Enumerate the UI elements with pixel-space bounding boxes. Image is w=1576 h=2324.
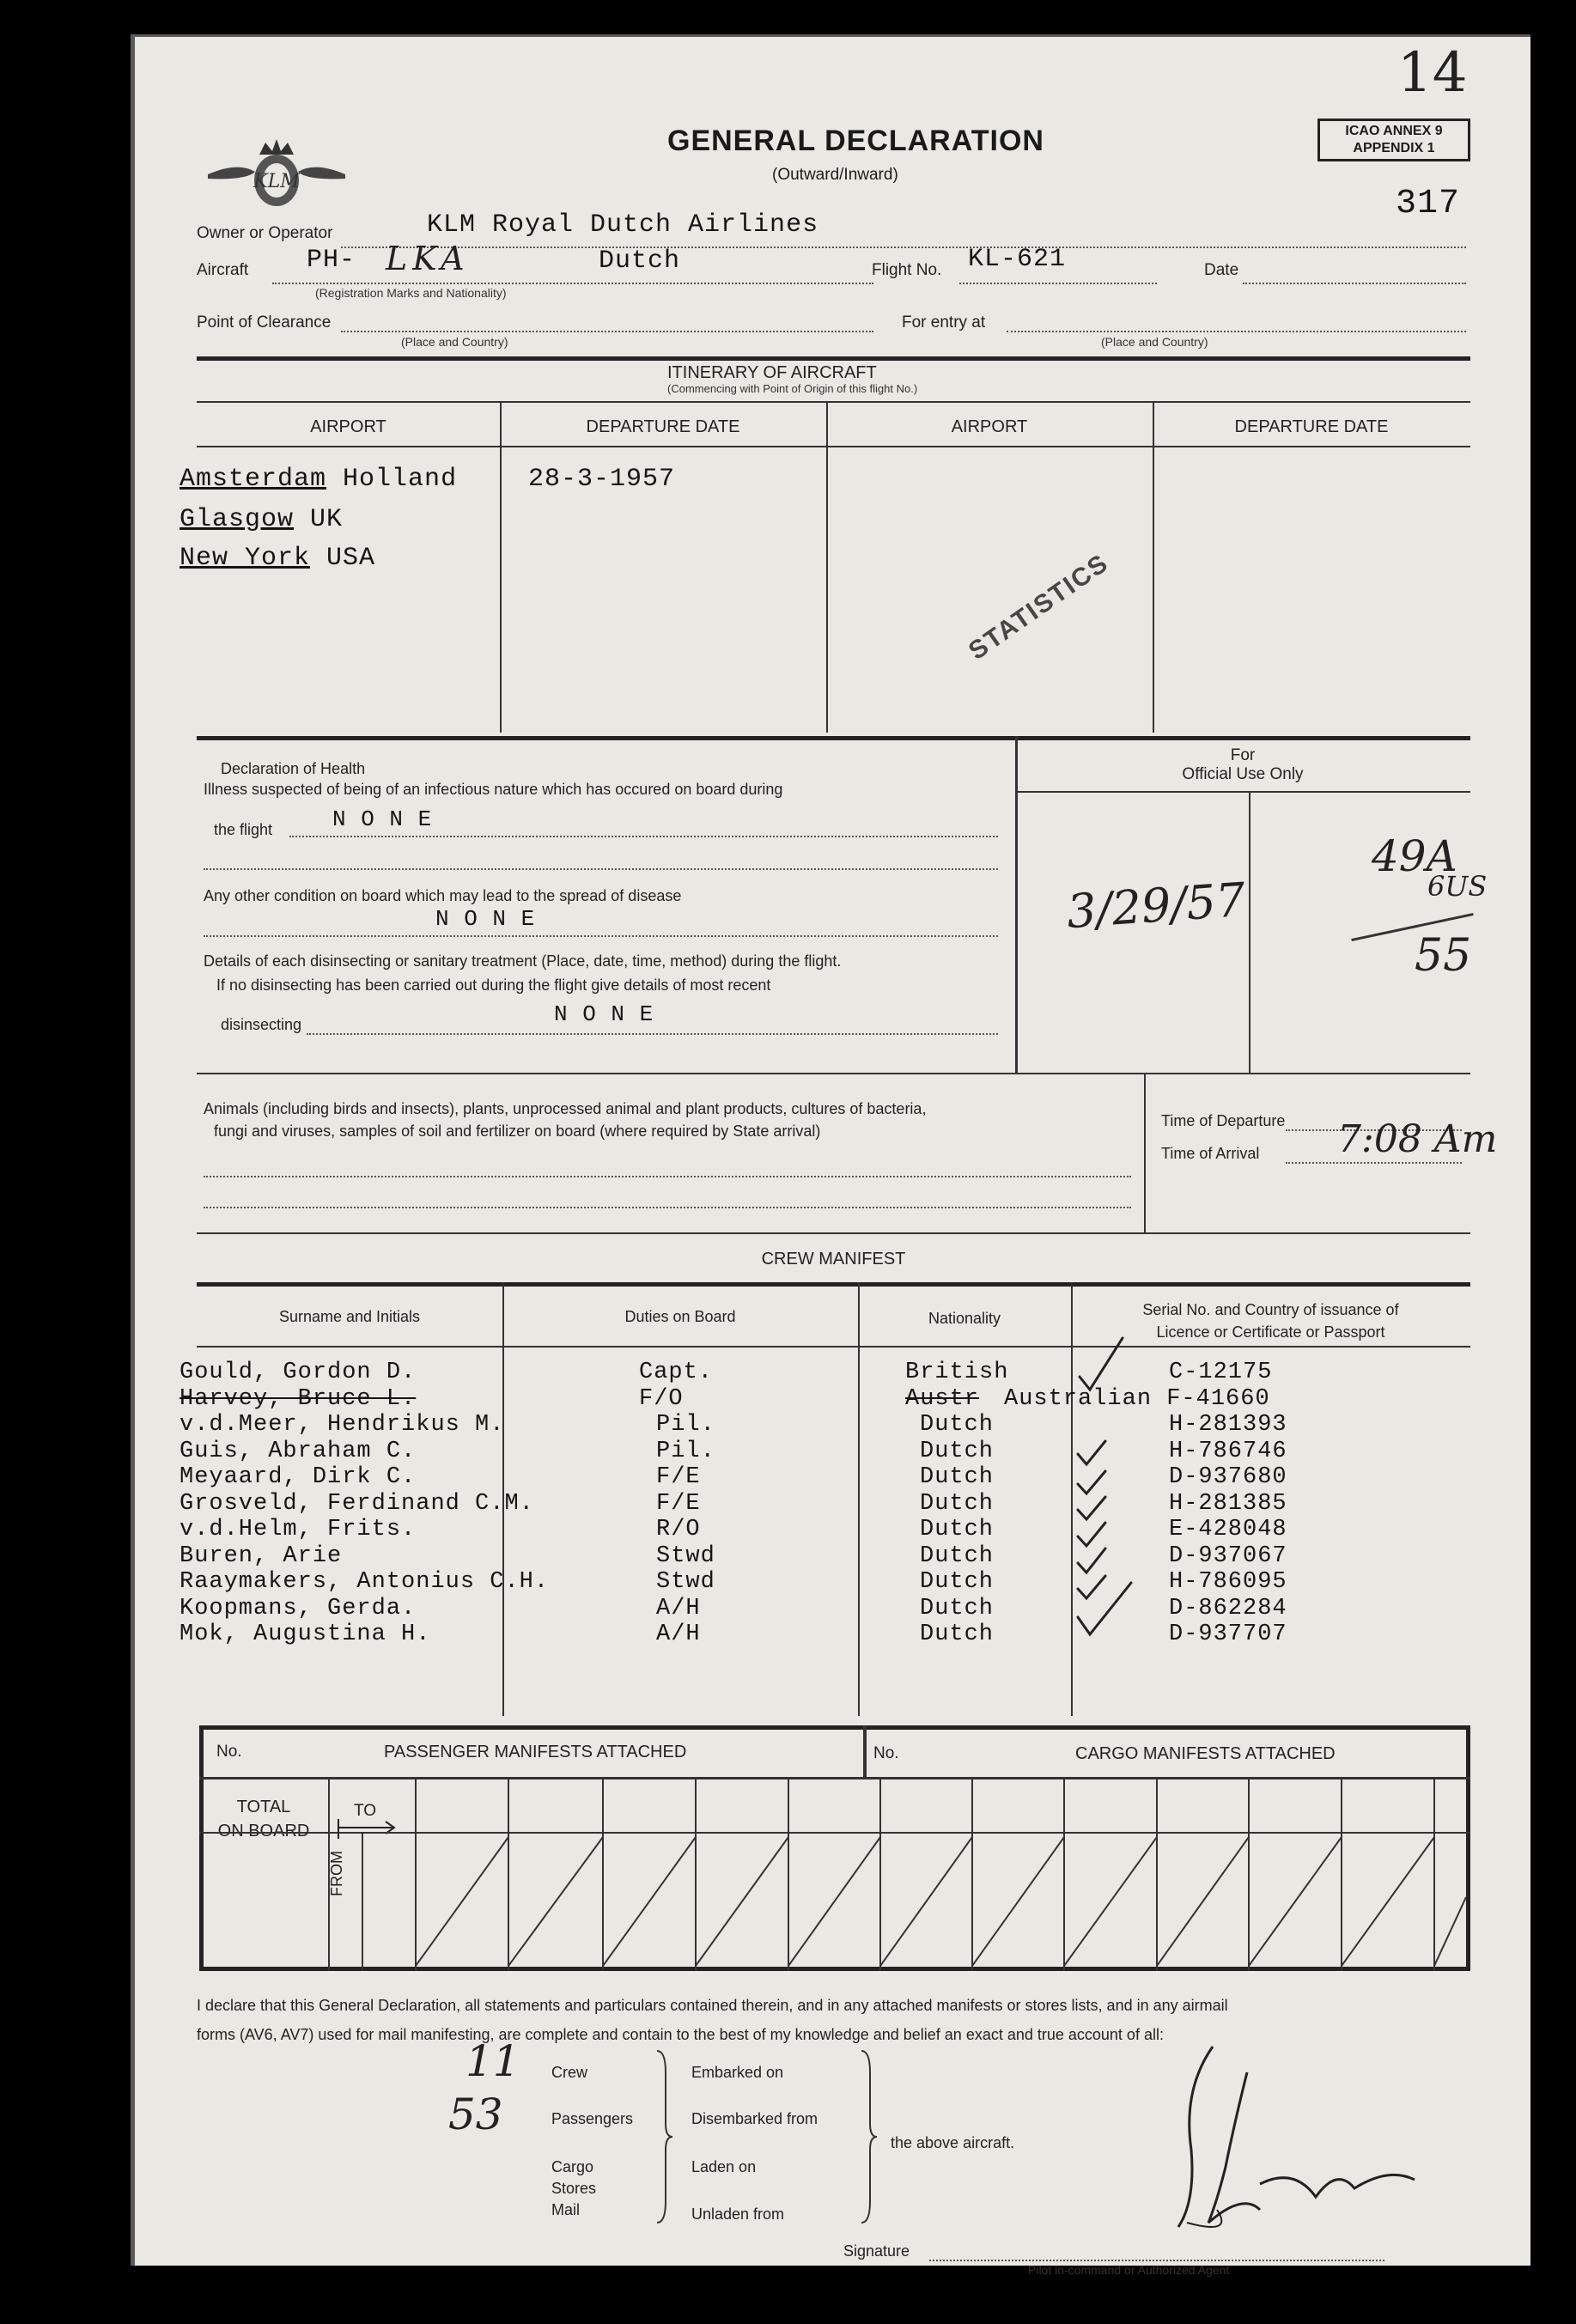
itin-date-1: 28-3-1957 [528, 465, 676, 494]
itin-row-2 [180, 505, 343, 534]
health-disinsect-text-2: If no disinsecting has been carried out during the flight give details of most recent [216, 976, 771, 994]
passenger-manifests-label: PASSENGER MANIFESTS ATTACHED [384, 1743, 687, 1761]
crew-serial: C-12175 [1169, 1360, 1273, 1385]
itin-place: Glasgow [180, 505, 295, 534]
svg-text:KLM: KLM [253, 171, 300, 192]
crew-serial: D-937707 [1169, 1621, 1287, 1647]
cargo-manifests-label: CARGO MANIFESTS ATTACHED [1075, 1744, 1336, 1763]
crew-nationality: British [905, 1360, 1009, 1385]
decl-crew-label: Crew [551, 2064, 588, 2081]
form-subtitle: (Outward/Inward) [772, 166, 898, 184]
itin-place: New York [180, 544, 311, 573]
itin-col-airport-2: AIRPORT [951, 417, 1028, 436]
crew-title: CREW MANIFEST [761, 1250, 906, 1268]
crew-nationality: Dutch [920, 1569, 995, 1595]
crew-duty: R/O [656, 1517, 701, 1542]
itin-country: Holland [343, 465, 458, 494]
crew-name: v.d.Meer, Hendrikus M. [180, 1412, 505, 1438]
crew-duty: F/E [656, 1464, 701, 1490]
owner-label: Owner or Operator [197, 224, 333, 242]
date-label: Date [1204, 261, 1239, 279]
animals-text-1: Animals (including birds and insects), plants, unprocessed animal and plant products, cultures of bacteria, [204, 1100, 927, 1117]
crew-duty: Pil. [656, 1412, 715, 1438]
decl-mail-label: Mail [551, 2201, 581, 2218]
clearance-place-label: (Place and Country) [401, 335, 508, 349]
health-flight-label: the flight [214, 821, 273, 838]
crew-nationality: Dutch [920, 1621, 995, 1647]
health-disinsect-label: disinsecting [221, 1016, 302, 1033]
itin-row-3 [180, 544, 375, 573]
aircraft-label: Aircraft [197, 261, 249, 279]
crew-row [180, 1517, 1502, 1543]
health-illness-text: Illness suspected of being of an infectious nature which has occured on board during [204, 781, 783, 798]
aircraft-registration: PH- [307, 246, 356, 275]
crew-name: Buren, Arie [180, 1543, 343, 1569]
health-disinsect-text-1: Details of each disinsecting or sanitary treatment (Place, date, time, method) during the flight. [204, 952, 842, 970]
itin-col-departure-1: DEPARTURE DATE [586, 417, 740, 436]
annex-line-1: ICAO ANNEX 9 [1345, 124, 1443, 138]
crew-col-name: Surname and Initials [278, 1308, 421, 1325]
itin-place: Amsterdam [180, 465, 327, 494]
itin-country: UK [310, 505, 344, 534]
crew-duty: Capt. [639, 1360, 714, 1385]
crew-row [180, 1464, 1502, 1491]
annex-box [1317, 119, 1470, 161]
crew-row [180, 1439, 1502, 1465]
crew-serial: E-428048 [1169, 1517, 1287, 1542]
crew-nationality: Dutch [920, 1412, 995, 1438]
total-on-board-1: TOTAL [236, 1798, 291, 1816]
crew-nationality: Austr [905, 1386, 980, 1412]
time-arrival-value: 7:08 Am [1337, 1117, 1498, 1161]
official-count-2: 6US [1427, 870, 1488, 903]
decl-unladen: Unladen from [691, 2205, 785, 2223]
crew-col-duties: Duties on Board [624, 1308, 736, 1325]
official-title-2: Official Use Only [1182, 765, 1304, 783]
crew-row [180, 1596, 1502, 1622]
pilot-signature [1165, 2038, 1449, 2244]
crew-name: Meyaard, Dirk C. [180, 1464, 417, 1490]
passenger-manifests-no-label: No. [216, 1743, 242, 1761]
itin-col-airport-1: AIRPORT [310, 417, 386, 436]
declaration-text-1: I declare that this General Declaration, all statements and particulars contained therein, and in any attached manifests or stores lists, and in any airmail [197, 1997, 1228, 2014]
crew-row [180, 1543, 1502, 1570]
checkmarks-handwritten [994, 1325, 1217, 1660]
health-disinsect-value: N O N E [554, 1001, 654, 1027]
health-other-text: Any other condition on board which may lead to the spread of disease [204, 887, 682, 904]
crew-name: Koopmans, Gerda. [180, 1596, 417, 1621]
crew-row [180, 1386, 1502, 1413]
flight-no-label: Flight No. [872, 261, 942, 279]
itin-country: USA [326, 544, 376, 573]
signature-label: Signature [843, 2242, 910, 2260]
annex-line-2: APPENDIX 1 [1353, 141, 1435, 155]
crew-col-serial-1: Serial No. and Country of issuance of [1142, 1301, 1399, 1318]
crew-serial: H-786095 [1169, 1569, 1287, 1595]
manifest-grid [328, 1777, 1470, 1971]
page-number-handwritten: 14 [1397, 41, 1468, 105]
health-title: Declaration of Health [221, 760, 366, 777]
itinerary-subtitle: (Commencing with Point of Origin of this flight No.) [667, 382, 918, 395]
flight-no-value: KL-621 [968, 245, 1067, 274]
crew-count-handwritten: 11 [465, 2036, 520, 2086]
crew-nationality: Dutch [920, 1464, 995, 1490]
decl-embarked: Embarked on [691, 2064, 784, 2081]
clearance-label: Point of Clearance [197, 313, 332, 332]
time-arrival-label: Time of Arrival [1161, 1145, 1260, 1162]
crew-row [180, 1412, 1502, 1439]
general-declaration-form [131, 34, 1530, 2277]
klm-crown-logo [204, 127, 350, 222]
cargo-manifests-no-label: No. [873, 1744, 899, 1762]
aircraft-nationality: Dutch [599, 246, 681, 276]
declaration-text-2: forms (AV6, AV7) used for mail manifesting, are complete and contain to the best of my knowledge and belief an exact and true account of all: [197, 2026, 1164, 2043]
itinerary-title: ITINERARY OF AIRCRAFT [667, 363, 877, 382]
official-date-handwritten: 3/29/57 [1065, 872, 1248, 940]
aircraft-registration-handwritten: LKA [386, 240, 470, 277]
crew-serial: H-281393 [1169, 1412, 1287, 1438]
crew-row [180, 1360, 1502, 1386]
crew-nationality: Dutch [920, 1543, 995, 1569]
crew-col-nationality: Nationality [928, 1310, 1001, 1327]
signature-sublabel: Pilot in-command or Authorized Agent [1028, 2263, 1230, 2277]
crew-name: Harvey, Bruce L. [180, 1386, 417, 1412]
crew-serial: H-786746 [1169, 1439, 1287, 1464]
document-number: 317 [1396, 185, 1461, 223]
crew-row [180, 1621, 1502, 1648]
itin-row-1 [180, 465, 457, 494]
crew-name: Guis, Abraham C. [180, 1439, 417, 1464]
crew-name: v.d.Helm, Frits. [180, 1517, 417, 1542]
official-count-1: 49A [1372, 831, 1457, 881]
crew-serial: Australian F-41660 [1004, 1386, 1270, 1412]
health-illness-value: N O N E [332, 806, 433, 832]
form-title: GENERAL DECLARATION [667, 125, 1044, 157]
crew-duty: F/E [656, 1491, 701, 1517]
decl-cargo-label: Cargo [551, 2158, 594, 2175]
decl-stores-label: Stores [551, 2180, 597, 2197]
bracket-left [650, 2047, 676, 2227]
from-label: FROM [328, 1851, 345, 1896]
passengers-count-handwritten: 53 [448, 2090, 503, 2139]
crew-duty: Stwd [656, 1543, 715, 1569]
to-label: TO [354, 1802, 377, 1820]
aircraft-sublabel: (Registration Marks and Nationality) [315, 286, 507, 300]
crew-duty: Stwd [656, 1569, 715, 1595]
crew-nationality: Dutch [920, 1517, 995, 1542]
crew-row [180, 1491, 1502, 1518]
crew-name: Gould, Gordon D. [180, 1360, 417, 1385]
time-departure-label: Time of Departure [1161, 1112, 1286, 1129]
crew-serial: D-862284 [1169, 1596, 1287, 1621]
crew-nationality: Dutch [920, 1439, 995, 1464]
health-other-value: N O N E [435, 906, 536, 932]
crew-duty: Pil. [656, 1439, 715, 1464]
owner-value: KLM Royal Dutch Airlines [427, 210, 819, 240]
crew-serial: D-937680 [1169, 1464, 1287, 1490]
itin-col-departure-2: DEPARTURE DATE [1234, 417, 1389, 436]
crew-nationality: Dutch [920, 1491, 995, 1517]
decl-laden: Laden on [691, 2158, 757, 2175]
crew-nationality: Dutch [920, 1596, 995, 1621]
decl-passengers-label: Passengers [551, 2110, 634, 2127]
crew-duty: A/H [656, 1596, 701, 1621]
decl-above-aircraft: the above aircraft. [891, 2134, 1015, 2151]
crew-serial: D-937067 [1169, 1543, 1287, 1569]
crew-col-serial-2: Licence or Certificate or Passport [1156, 1323, 1385, 1341]
crew-name: Raaymakers, Antonius C.H. [180, 1569, 550, 1595]
entry-label: For entry at [902, 313, 986, 332]
decl-disembarked: Disembarked from [691, 2110, 818, 2127]
entry-place-label: (Place and Country) [1101, 335, 1208, 349]
official-title-1: For [1230, 746, 1256, 764]
crew-duty: A/H [656, 1621, 701, 1647]
official-total: 55 [1415, 930, 1472, 982]
crew-name: Mok, Augustina H. [180, 1621, 431, 1647]
animals-text-2: fungi and viruses, samples of soil and fertilizer on board (where required by State arrival) [214, 1122, 821, 1140]
crew-row [180, 1569, 1502, 1596]
statistics-stamp: STATISTICS [964, 548, 1115, 666]
total-on-board-2: ON BOARD [217, 1822, 310, 1840]
crew-name: Grosveld, Ferdinand C.M. [180, 1491, 534, 1517]
crew-serial: H-281385 [1169, 1491, 1287, 1517]
crew-duty: F/O [639, 1386, 684, 1412]
bracket-right [855, 2047, 880, 2227]
